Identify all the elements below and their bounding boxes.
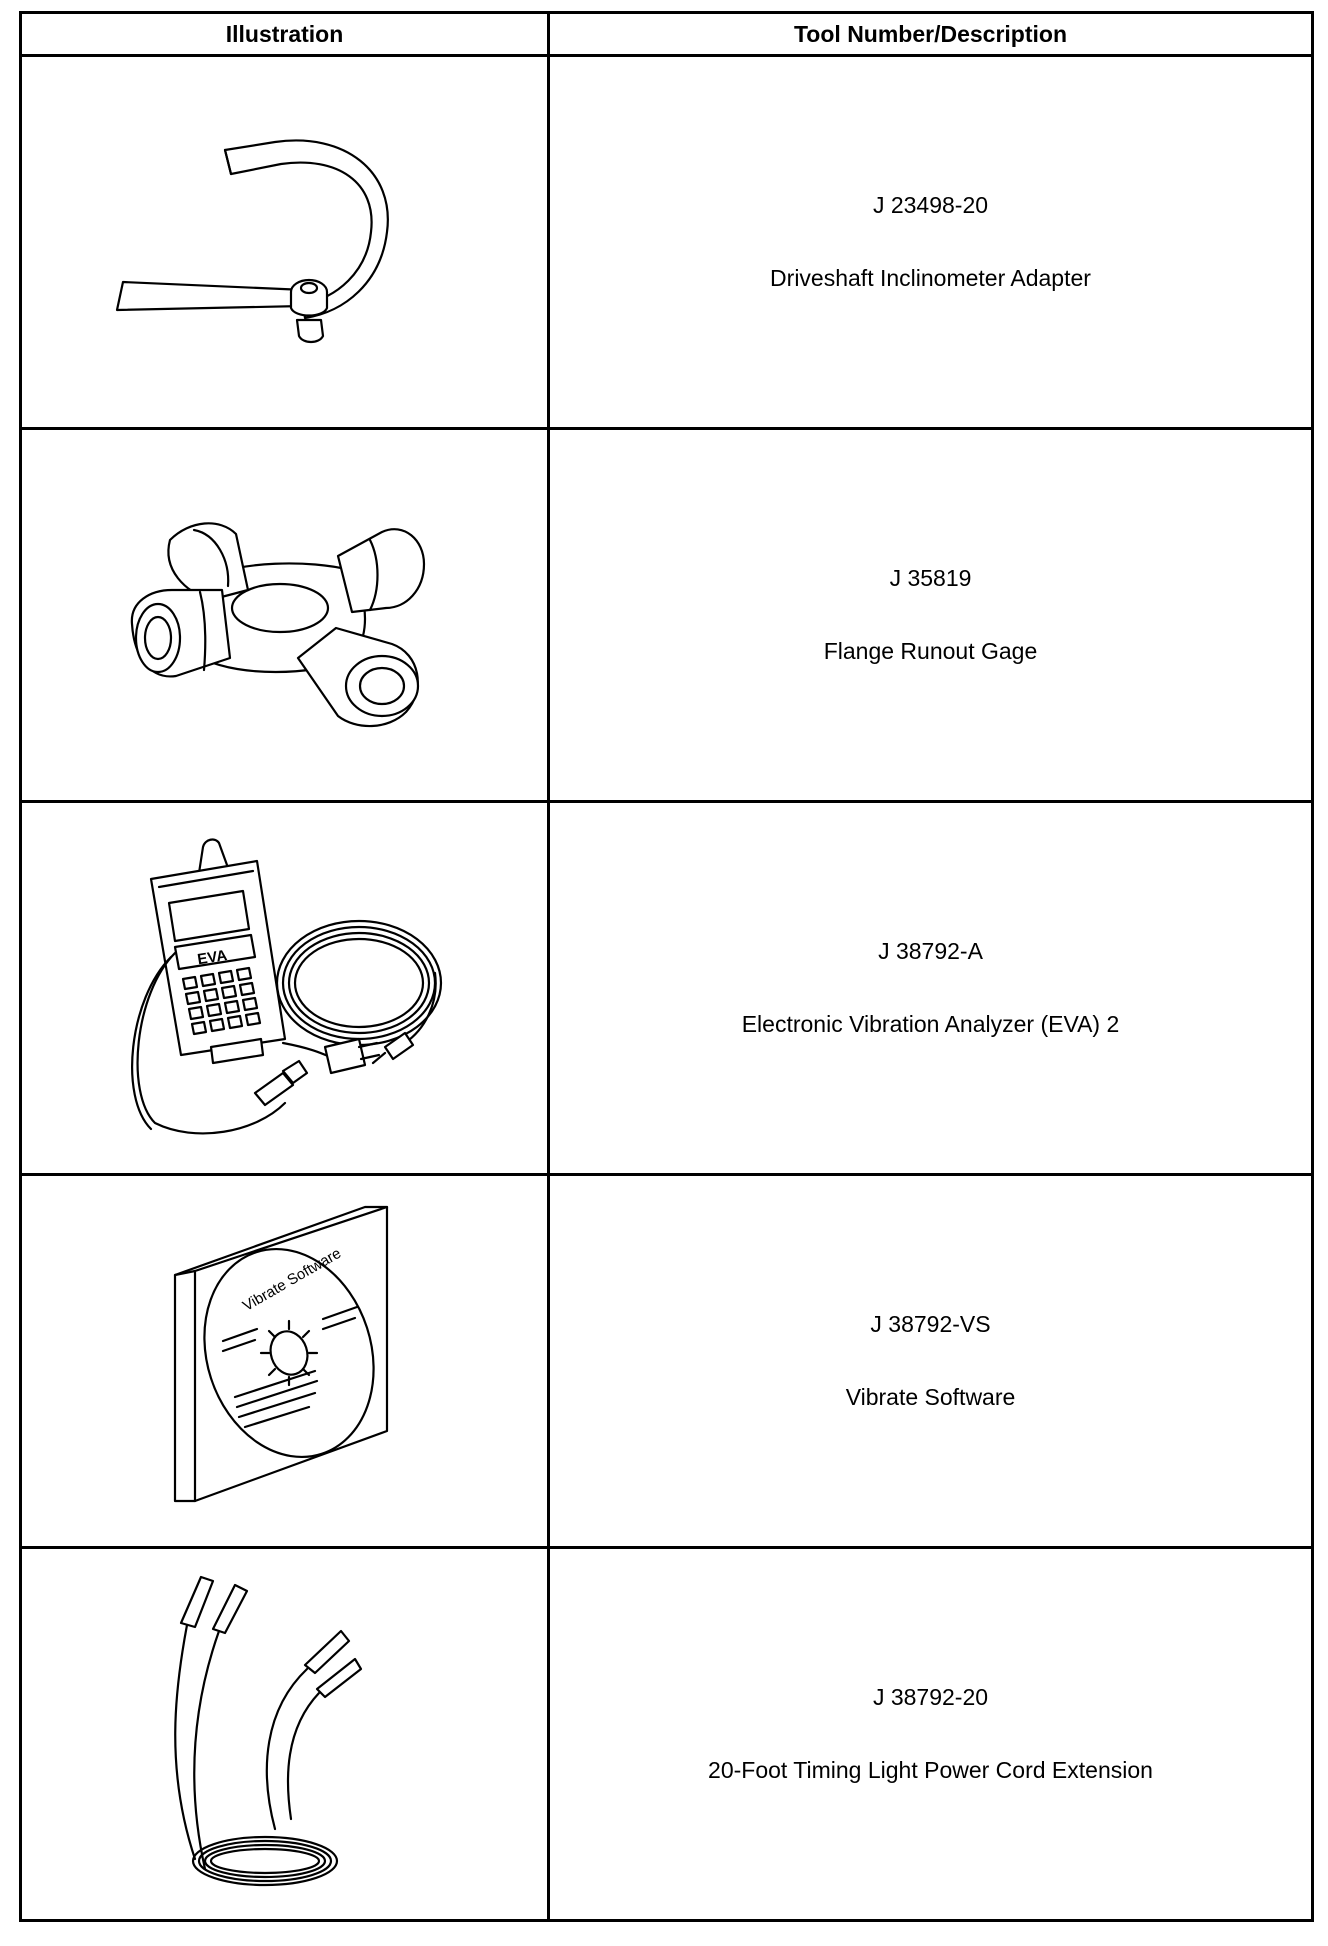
description-cell — [549, 429, 1313, 802]
table-row — [21, 802, 1313, 1175]
description-cell — [549, 1548, 1313, 1921]
power-cord-extension-icon — [155, 1569, 415, 1899]
tool-number: J 38792-VS — [870, 1311, 991, 1337]
device-logo-text: EVA — [195, 946, 228, 969]
table-row — [21, 1548, 1313, 1921]
tool-number: J 38792-A — [878, 938, 983, 964]
tool-description: Electronic Vibration Analyzer (EVA) 2 — [741, 1011, 1120, 1037]
tool-description: Flange Runout Gage — [823, 638, 1038, 664]
vibration-analyzer-icon — [115, 833, 455, 1143]
table-row — [21, 1175, 1313, 1548]
tool-description: Vibrate Software — [845, 1384, 1016, 1410]
tool-number: J 38792-20 — [872, 1684, 989, 1710]
illustration-cell — [21, 802, 549, 1175]
illustration-cell — [21, 1548, 549, 1921]
header-tool-number-description: Tool Number/Description — [549, 13, 1313, 56]
tool-description: 20-Foot Timing Light Power Cord Extension — [708, 1757, 1153, 1783]
tool-number: J 23498-20 — [872, 192, 989, 218]
tool-description: Driveshaft Inclinometer Adapter — [770, 265, 1091, 291]
header-illustration: Illustration — [21, 13, 549, 56]
header-row — [21, 13, 1313, 56]
illustration-cell — [21, 1175, 549, 1548]
special-tools-table — [19, 11, 1314, 1922]
table-row — [21, 429, 1313, 802]
inclinometer-adapter-icon — [105, 122, 465, 362]
universal-joint-icon — [120, 490, 450, 740]
table-row — [21, 56, 1313, 429]
description-cell — [549, 1175, 1313, 1548]
software-cd-icon — [165, 1201, 405, 1521]
tool-number: J 35819 — [889, 565, 972, 591]
cd-label-text: Vibrate Software — [239, 1244, 344, 1315]
illustration-cell — [21, 56, 549, 429]
illustration-cell — [21, 429, 549, 802]
description-cell — [549, 56, 1313, 429]
description-cell — [549, 802, 1313, 1175]
